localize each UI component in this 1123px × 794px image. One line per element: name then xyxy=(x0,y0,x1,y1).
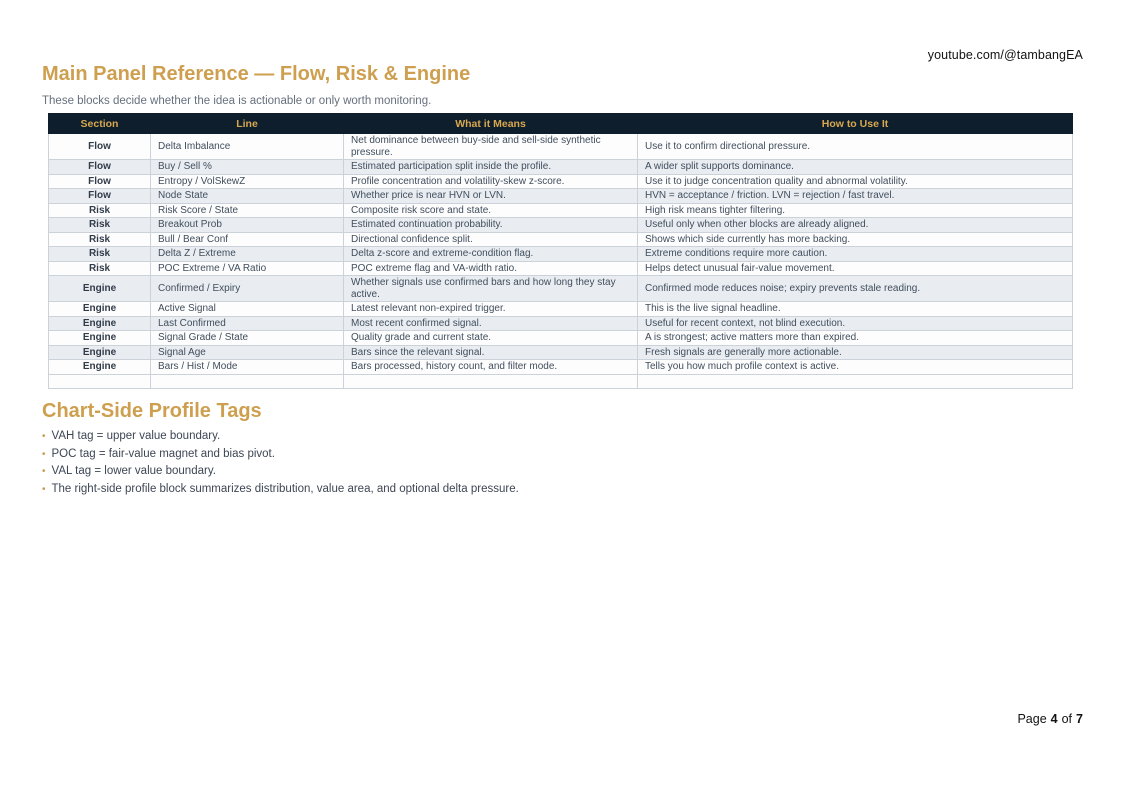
bullet-text: VAH tag = upper value boundary. xyxy=(51,430,221,442)
cell-line: Delta Imbalance xyxy=(151,134,344,160)
cell-section: Flow xyxy=(49,189,151,204)
cell-usage: Useful for recent context, not blind execution. xyxy=(638,316,1073,331)
footer-word-page: Page xyxy=(1017,712,1047,726)
cell-usage: Use it to judge concentration quality and abnormal volatility. xyxy=(638,174,1073,189)
table-row xyxy=(49,302,1073,317)
cell-meaning: Estimated continuation probability. xyxy=(344,218,638,233)
cell-meaning: Whether signals use confirmed bars and how long they stay active. xyxy=(344,276,638,302)
cell-meaning: Profile concentration and volatility-skew z-score. xyxy=(344,174,638,189)
reference-table-container xyxy=(48,113,1072,389)
cell-usage: Extreme conditions require more caution. xyxy=(638,247,1073,262)
table-row xyxy=(49,134,1073,160)
reference-table xyxy=(48,113,1073,389)
profile-tags-bullet-list xyxy=(42,430,519,500)
column-header-what-it-means: What it Means xyxy=(344,114,638,134)
cell-section: Engine xyxy=(49,276,151,302)
table-row xyxy=(49,331,1073,346)
table-row xyxy=(49,174,1073,189)
cell-section: Engine xyxy=(49,316,151,331)
list-item xyxy=(42,483,519,496)
cell-line: Confirmed / Expiry xyxy=(151,276,344,302)
cell-line: Active Signal xyxy=(151,302,344,317)
cell-usage: Helps detect unusual fair-value movement. xyxy=(638,261,1073,276)
cell-meaning: Bars processed, history count, and filter mode. xyxy=(344,360,638,375)
table-row xyxy=(49,218,1073,233)
bullet-text: POC tag = fair-value magnet and bias pivot. xyxy=(51,447,275,460)
cell-usage: High risk means tighter filtering. xyxy=(638,203,1073,218)
table-header-row xyxy=(49,114,1073,134)
table-row xyxy=(49,276,1073,302)
footer-word-of: of xyxy=(1061,712,1073,726)
table-row xyxy=(49,247,1073,262)
bullet-dot-icon: • xyxy=(42,483,46,495)
table-row xyxy=(49,345,1073,360)
table-row xyxy=(49,261,1073,276)
footer-total-pages: 7 xyxy=(1076,712,1083,726)
cell-meaning: Most recent confirmed signal. xyxy=(344,316,638,331)
column-header-line: Line xyxy=(151,114,344,134)
cell-section: Risk xyxy=(49,203,151,218)
page-number-footer xyxy=(1017,712,1083,726)
cell-usage: Shows which side currently has more backing. xyxy=(638,232,1073,247)
cell-usage: This is the live signal headline. xyxy=(638,302,1073,317)
cell-line: Signal Age xyxy=(151,345,344,360)
list-item xyxy=(42,465,519,478)
cell-section: Flow xyxy=(49,174,151,189)
cell-meaning: Quality grade and current state. xyxy=(344,331,638,346)
cell-meaning: Bars since the relevant signal. xyxy=(344,345,638,360)
cell-meaning: Whether price is near HVN or LVN. xyxy=(344,189,638,204)
cell-line: Buy / Sell % xyxy=(151,160,344,175)
bullet-dot-icon: • xyxy=(42,466,46,477)
table-bottom-stub-row xyxy=(49,374,1073,388)
cell-section: Risk xyxy=(49,218,151,233)
main-section-subtitle: These blocks decide whether the idea is actionable or only worth monitoring. xyxy=(42,95,432,107)
cell-section: Risk xyxy=(49,261,151,276)
page-title-main-panel-reference: Main Panel Reference — Flow, Risk & Engine xyxy=(42,63,471,85)
cell-usage: A wider split supports dominance. xyxy=(638,160,1073,175)
footer-current-page: 4 xyxy=(1050,712,1058,726)
cell-section: Engine xyxy=(49,345,151,360)
cell-usage: Confirmed mode reduces noise; expiry prevents stale reading. xyxy=(638,276,1073,302)
cell-section: Risk xyxy=(49,247,151,262)
cell-meaning: POC extreme flag and VA-width ratio. xyxy=(344,261,638,276)
table-row xyxy=(49,203,1073,218)
bullet-dot-icon: • xyxy=(42,448,46,460)
cell-section: Engine xyxy=(49,360,151,375)
cell-line: Bull / Bear Conf xyxy=(151,232,344,247)
cell-line: Bars / Hist / Mode xyxy=(151,360,344,375)
table-row xyxy=(49,189,1073,204)
cell-meaning: Composite risk score and state. xyxy=(344,203,638,218)
cell-usage: Fresh signals are generally more actionable. xyxy=(638,345,1073,360)
cell-line: Delta Z / Extreme xyxy=(151,247,344,262)
cell-section: Risk xyxy=(49,232,151,247)
cell-line: Breakout Prob xyxy=(151,218,344,233)
table-row xyxy=(49,360,1073,375)
cell-usage: Use it to confirm directional pressure. xyxy=(638,134,1073,160)
cell-line: POC Extreme / VA Ratio xyxy=(151,261,344,276)
cell-section: Flow xyxy=(49,160,151,175)
bullet-text: The right-side profile block summarizes distribution, value area, and optional delta pressure. xyxy=(51,482,519,495)
column-header-section: Section xyxy=(49,114,151,134)
column-header-how-to-use-it: How to Use It xyxy=(638,114,1073,134)
cell-meaning: Directional confidence split. xyxy=(344,232,638,247)
channel-url-label: youtube.com/@tambangEA xyxy=(927,48,1083,62)
cell-line: Last Confirmed xyxy=(151,316,344,331)
cell-section: Engine xyxy=(49,302,151,317)
table-row xyxy=(49,316,1073,331)
bullet-text: VAL tag = lower value boundary. xyxy=(51,465,216,477)
cell-meaning: Estimated participation split inside the profile. xyxy=(344,160,638,175)
cell-line: Entropy / VolSkewZ xyxy=(151,174,344,189)
cell-section: Engine xyxy=(49,331,151,346)
cell-meaning: Delta z-score and extreme-condition flag. xyxy=(344,247,638,262)
cell-meaning: Latest relevant non-expired trigger. xyxy=(344,302,638,317)
cell-usage: HVN = acceptance / friction. LVN = rejection / fast travel. xyxy=(638,189,1073,204)
list-item xyxy=(42,448,519,461)
cell-line: Node State xyxy=(151,189,344,204)
table-row xyxy=(49,232,1073,247)
cell-usage: Tells you how much profile context is active. xyxy=(638,360,1073,375)
cell-meaning: Net dominance between buy-side and sell-side synthetic pressure. xyxy=(344,134,638,160)
cell-section: Flow xyxy=(49,134,151,160)
page-title-chart-side-profile-tags: Chart-Side Profile Tags xyxy=(42,400,262,422)
cell-usage: A is strongest; active matters more than expired. xyxy=(638,331,1073,346)
cell-line: Risk Score / State xyxy=(151,203,344,218)
bullet-dot-icon: • xyxy=(42,431,46,442)
cell-usage: Useful only when other blocks are already aligned. xyxy=(638,218,1073,233)
list-item xyxy=(42,430,519,443)
table-row xyxy=(49,160,1073,175)
cell-line: Signal Grade / State xyxy=(151,331,344,346)
